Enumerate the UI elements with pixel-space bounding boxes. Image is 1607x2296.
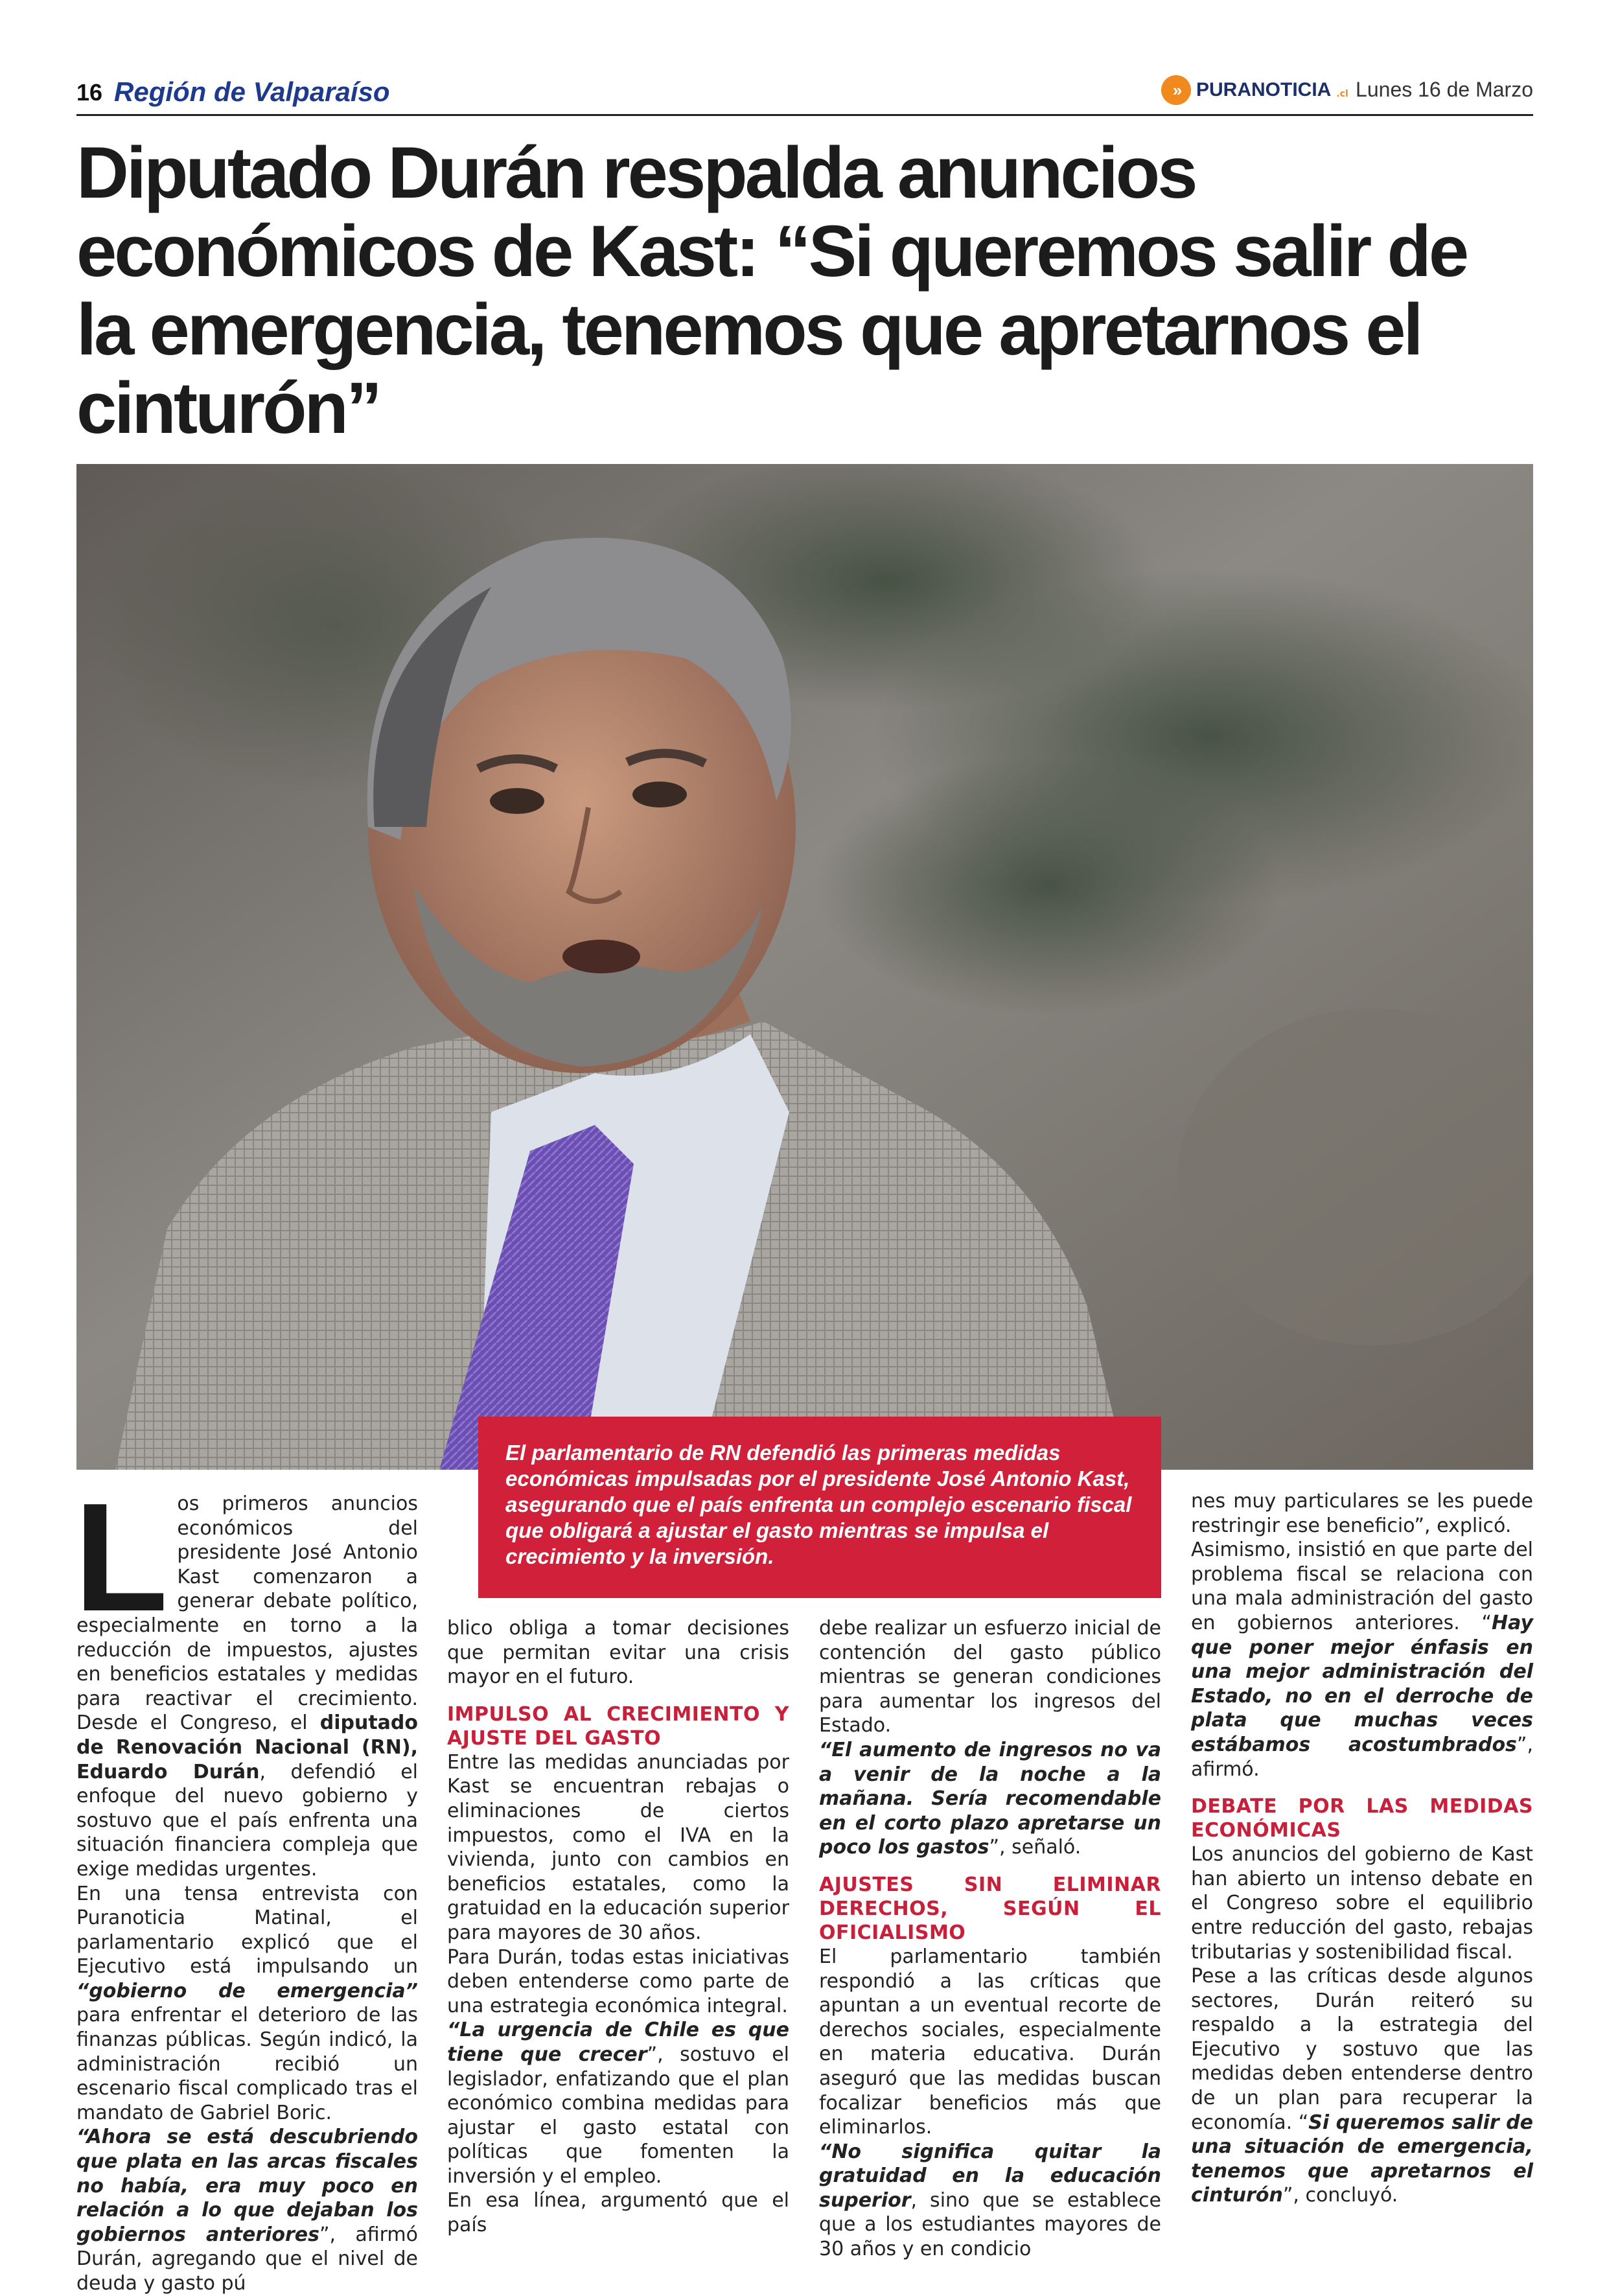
brand-suffix: .cl [1336,89,1348,99]
paragraph [819,2140,1161,2262]
article-headline: Diputado Durán respalda anuncios económicos de Kast: “Si queremos salir de la emergencia, tenemos que apretarnos el cinturón” [76,132,1467,448]
paragraph: blico obliga a tomar decisiones que permitan evitar una crisis mayor en el futuro. [447,1617,789,1689]
text-span: , sino que se establece que a los estudiantes mayores de 30 años y en condicio [819,2188,1161,2261]
text-span: ”, señaló. [989,1836,1081,1859]
article-column-3 [819,1616,1161,2262]
quote-span: “Ahora se está descubriendo que plata en las arcas fiscales no había, era muy poco en relación a lo que dejaban los gobiernos anteriores [76,2126,418,2246]
photo-caption: El parlamentario de RN defendió las primeras medidas económicas impulsadas por el presidente José Antonio Kast, asegurando que el país enfrenta un complejo escenario fiscal que obligará a ajustar el gasto mientras se impulsa el crecimiento y la inversión. [478,1417,1161,1598]
paragraph: debe realizar un esfuerzo inicial de contención del gasto público mientras se generan condiciones para aumentar los ingresos del Estado. [819,1617,1161,1737]
lead-paragraph [74,1472,418,1882]
paragraph [1191,1964,1533,2208]
text-span: Pese a las críticas desde algunos sectores, Durán reiteró su respaldo a la estrategia del Ejecutivo y sostuvo que las medidas deben entenderse dentro de un plan para recuperar la economía. “ [1191,1965,1533,2134]
paragraph: Los anuncios del gobierno de Kast han abierto un intenso debate en el Congreso sobre el equilibrio entre reducción del gasto, rebajas tributarias y sostenibilidad fiscal. [1191,1843,1533,1964]
brand-logo[interactable] [1161,75,1348,105]
quote-span: Hay que poner mejor énfasis en una mejor administración del Estado, no en el derroche de plata que muchas veces estábamos acostumbrados [1191,1611,1533,1756]
puranoticia-logo-icon: » [1161,75,1191,105]
paragraph: En esa línea, argumentó que el país [447,2189,789,2237]
article-column-2 [447,1616,789,2238]
quote-span: “El aumento de ingresos no va a venir de la noche a la mañana. Sería recomendable en el corto plazo apretarse un poco los gastos [819,1738,1161,1859]
paragraph: nes muy particulares se les puede restringir ese beneficio”, explicó. [1191,1490,1533,1537]
quote-span: “No significa quitar la gratuidad en la educación superior [819,2140,1161,2212]
paragraph: El parlamentario también respondió a las críticas que apuntan a un eventual recorte de derechos sociales, especialmente en materia educativa. Durán aseguró que las medidas buscan focalizar beneficios más que eliminarlos. [819,1945,1161,2139]
quote-span: Si queremos salir de una situación de emergencia, tenemos que apretarnos el cinturón [1191,2111,1533,2207]
text-span: ”, afirmó Durán, agregando que el nivel de deuda y gasto pú [76,2223,419,2295]
subheading: AJUSTES SIN ELIMINAR DERECHOS, SEGÚN EL OFICIALISMO [819,1873,1161,1944]
subheading: DEBATE POR LAS MEDIDAS ECONÓMICAS [1191,1795,1533,1842]
paragraph [1191,1538,1533,1781]
text-span: os primeros anuncios económicos del presidente José Antonio Kast comenzaron a generar debate político, especialmente en torno a la reducción de impuestos, ajustes en beneficios estatales y medidas para reactivar el crecimiento. Desde el Congreso, el [76,1492,418,1735]
paragraph [819,1738,1161,1860]
paragraph [447,2018,789,2188]
text-span: ”, concluyó. [1282,2184,1398,2207]
text-span: para enfrentar el deterioro de las finanzas públicas. Según indicó, la administración recibió un escenario fiscal complicado tras el mandato de Gabriel Boric. [76,2004,418,2124]
paragraph: Para Durán, todas estas iniciativas deben entenderse como parte de una estrategia económica integral. [447,1945,789,2017]
page-number: 16 [76,79,103,106]
text-span: Asimismo, insistió en que parte del problema fiscal se relaciona con una mala administración del gasto en gobiernos anteriores. “ [1191,1538,1533,1634]
paragraph [76,2125,418,2295]
article-column-4 [1191,1489,1533,2208]
text-span: ”, afirmó. [1191,1733,1533,1781]
issue-date: Lunes 16 de Marzo [1356,78,1533,101]
text-span: diputado de Renovación Nacional (RN), Eduardo Durán [76,1711,418,1783]
text-span: En una tensa entrevista con Puranoticia Matinal, el parlamentario explicó que el Ejecutivo está impulsando un [76,1882,418,1978]
subheading: IMPULSO AL CRECIMIENTO Y AJUSTE DEL GASTO [447,1702,789,1750]
article-column-1 [74,1472,419,2296]
text-span: “gobierno de emergencia” [76,1979,418,2002]
quote-span: “La urgencia de Chile es que tiene que crecer [447,2019,789,2066]
paragraph: Entre las medidas anunciadas por Kast se encuentran rebajas o eliminaciones de ciertos impuestos, como el IVA en la vivienda, junto con cambios en beneficios estatales, como la gratuidad en la educación superior para mayores de 30 años. [447,1750,789,1944]
header-divider [76,114,1533,116]
paragraph [76,1882,418,2126]
section-title: Región de Valparaíso [114,76,390,107]
text-span: ”, sostuvo el legislador, enfatizando que el plan económico combina medidas para ajustar el gasto estatal con políticas que fomenten la inversión y el empleo. [447,2043,789,2188]
brand-name: PURANOTICIA [1196,79,1332,100]
text-span: , defendió el enfoque del nuevo gobierno y sostuvo que el país enfrenta una situación financiera compleja que exige medidas urgentes. [76,1760,418,1881]
article-photo [76,464,1533,1470]
drop-cap: L [74,1472,168,1643]
